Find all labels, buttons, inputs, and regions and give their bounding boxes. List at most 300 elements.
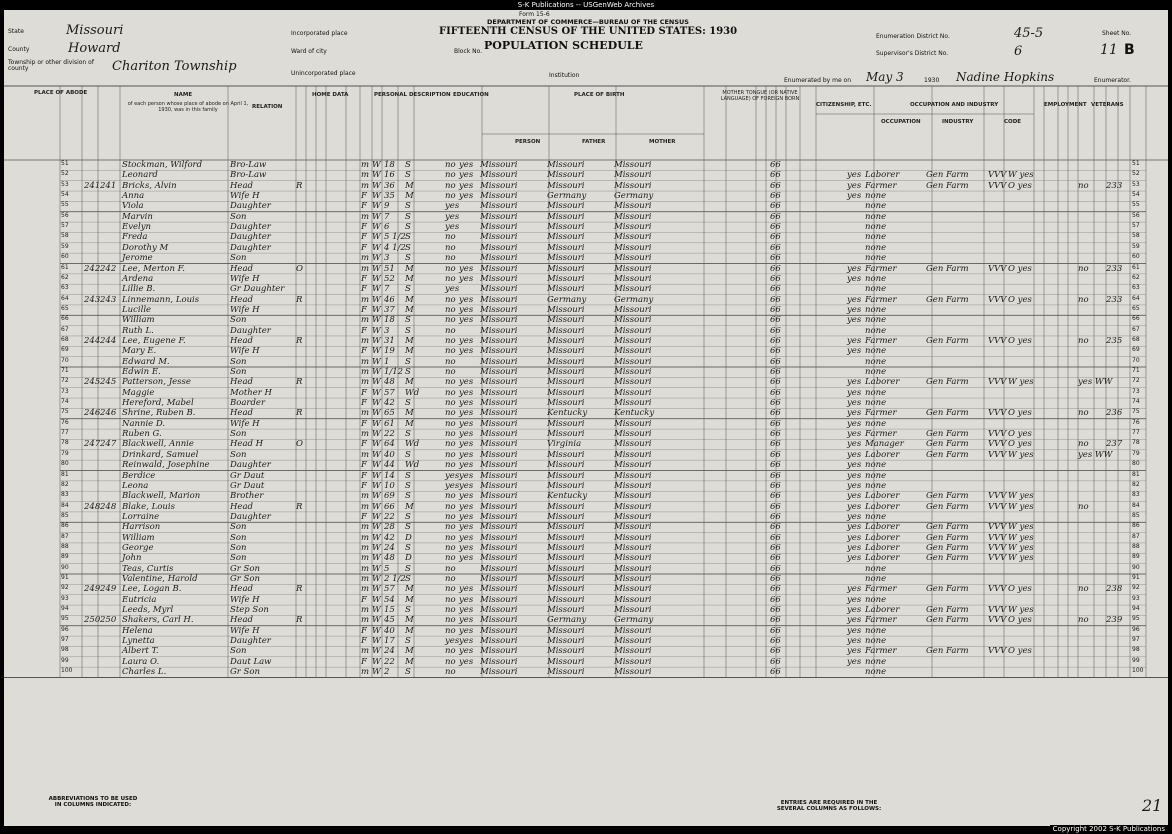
person-name: Mary E. [122,346,157,357]
marital: M [405,335,414,346]
occupation: Farmer [865,263,897,274]
birthplace: Missouri [480,273,518,284]
line-number-right: 77 [1132,429,1140,437]
occ-code [988,160,1008,170]
census-row [60,181,1146,191]
veteran [1078,398,1104,408]
relation: Son [230,315,247,326]
birth-code: 66 [770,294,781,305]
mother-birthplace: Missouri [614,480,652,491]
sex: F [361,304,367,315]
school: no [445,449,456,460]
home-owned [296,450,306,460]
relation: Mother H [230,387,272,398]
family: 242 [100,263,117,274]
farm-schedule: 233 [1106,263,1123,274]
farm-schedule [1106,460,1124,470]
race: W [372,584,381,595]
archive-banner: S-K Publications -- USGenWeb Archives [0,0,1172,10]
occupation: Laborer [865,170,900,181]
industry [926,398,984,408]
line-number: 97 [61,636,69,644]
veteran [1078,284,1104,294]
sex: F [361,284,367,295]
occupation: none [865,387,887,398]
occupation: none [865,325,887,336]
occ-code [988,636,1008,646]
age: 3 [384,253,390,264]
relation: Head [230,615,253,626]
industry [926,212,984,222]
age: 42 [384,532,395,543]
veteran: no [1078,335,1089,346]
occupation: none [865,315,887,326]
speaks-english: yes [847,335,862,346]
speaks-english: yes [847,418,862,429]
farm-schedule [1106,636,1124,646]
marital: S [405,522,411,533]
read-write: yes [459,377,474,388]
class-worker: W yes [1008,542,1034,553]
mother-birthplace: Missouri [614,284,652,295]
veteran [1078,626,1104,636]
mother-birthplace: Missouri [614,304,652,315]
speaks-english [847,326,861,336]
veteran [1078,160,1104,170]
citizenship-header: CITIZENSHIP, ETC. [816,102,872,108]
age: 6 [384,222,390,233]
marital: M [405,408,414,419]
family [100,574,118,584]
family [100,253,118,263]
home-owned [296,460,306,470]
census-row [60,481,1146,491]
census-row [60,439,1146,449]
father-birthplace: Kentucky [547,491,588,502]
relation: Daughter [230,201,271,212]
line-number: 98 [61,646,69,654]
sex: F [361,594,367,605]
line-number: 55 [61,201,69,209]
occ-code: VVV [988,532,1007,543]
read-write: yes [459,470,474,481]
birth-code: 66 [770,615,781,626]
home-owned [296,388,306,398]
class-worker [1008,315,1032,325]
industry [926,667,984,677]
school: no [445,553,456,564]
person-name: Lee, Logan B. [122,584,182,595]
relation: Wife H [230,346,260,357]
occ-code [988,367,1008,377]
mother-birthplace: Missouri [614,563,652,574]
industry [926,326,984,336]
farm-schedule [1106,305,1124,315]
occupation: none [865,211,887,222]
family [100,160,118,170]
read-write: yes [459,501,474,512]
person-name: Lee, Eugene F. [122,335,186,346]
person-name: Berdice [122,470,156,481]
race: W [372,191,381,202]
read-write: yes [459,625,474,636]
school: yes [445,201,460,212]
farm-schedule [1106,522,1124,532]
occupation [865,160,921,170]
industry: Gen Farm [926,170,969,181]
mother-birthplace: Missouri [614,594,652,605]
home-owned [296,243,306,253]
occupation: none [865,480,887,491]
sex: m [361,646,370,657]
school: no [445,605,456,616]
read-write [459,367,473,377]
sheet-letter: B [1124,42,1135,58]
department-title: DEPARTMENT OF COMMERCE—BUREAU OF THE CENSUS [487,18,689,26]
speaks-english: yes [847,408,862,419]
veteran [1078,512,1104,522]
line-number: 88 [61,542,69,550]
line-number-right: 83 [1132,491,1140,499]
industry [926,419,984,429]
age: 45 [384,615,395,626]
ward-label: Ward of city [291,48,327,55]
father-birthplace: Missouri [547,480,585,491]
family [100,657,118,667]
dwelling: 243 [84,294,101,305]
birthplace: Missouri [480,408,518,419]
farm-schedule [1106,232,1124,242]
birth-code: 66 [770,304,781,315]
birth-code: 66 [770,439,781,450]
supervisor-label: Supervisor's District No. [876,50,949,57]
veteran [1078,243,1104,253]
farm-schedule [1106,605,1124,615]
speaks-english: yes [847,346,862,357]
occupation: none [865,460,887,471]
home-owned [296,398,306,408]
person-name: Ruth L. [122,325,154,336]
relation: Wife H [230,273,260,284]
family [100,305,118,315]
home-owned [296,315,306,325]
occupation: Manager [865,439,904,450]
industry [926,388,984,398]
veteran [1078,543,1104,553]
veteran: yes WW [1078,377,1113,388]
sex: m [361,542,370,553]
occ-code: VVV [988,542,1007,553]
birth-father-header: FATHER [582,139,606,145]
enumerator-label: Enumerator. [1094,77,1131,84]
person-name: Blackwell, Annie [122,439,194,450]
speaks-english: yes [847,636,862,647]
family [100,491,118,501]
family: 248 [100,501,117,512]
veteran [1078,646,1104,656]
age: 40 [384,625,395,636]
age: 61 [384,418,395,429]
occ-code: VVV [988,429,1007,440]
census-row [60,429,1146,439]
birth-code: 66 [770,284,781,295]
veteran [1078,326,1104,336]
father-birthplace: Missouri [547,211,585,222]
sex: F [361,439,367,450]
farm-schedule [1106,326,1124,336]
birthplace: Missouri [480,667,518,678]
relation: Son [230,553,247,564]
father-birthplace: Missouri [547,418,585,429]
occ-code: VVV [988,377,1007,388]
family [100,212,118,222]
age: 66 [384,501,395,512]
family [100,315,118,325]
class-worker [1008,626,1032,636]
farm-schedule [1106,388,1124,398]
school: no [445,594,456,605]
census-sheet [4,6,1168,826]
class-worker [1008,398,1032,408]
industry [926,315,984,325]
occupation: Laborer [865,605,900,616]
mother-birthplace: Missouri [614,346,652,357]
marital: S [405,667,411,678]
line-number: 68 [61,335,69,343]
census-row [60,377,1146,387]
school: yes [445,636,460,647]
line-number: 94 [61,605,69,613]
birth-code: 66 [770,460,781,471]
line-number: 72 [61,377,69,385]
father-birthplace: Missouri [547,470,585,481]
school: yes [445,211,460,222]
line-number-right: 82 [1132,480,1140,488]
relation: Head [230,180,253,191]
line-number: 64 [61,294,69,302]
code-header: CODE [1004,119,1022,125]
occupation: none [865,201,887,212]
relation: Son [230,367,247,377]
class-worker [1008,367,1032,377]
family [100,481,118,491]
line-number: 85 [61,511,69,519]
mother-birthplace: Missouri [614,532,652,543]
line-number-right: 60 [1132,253,1140,261]
birth-mother-header: MOTHER [649,139,676,145]
marital: S [405,542,411,553]
line-number-right: 91 [1132,574,1140,581]
occ-code: VVV [988,522,1007,533]
school: no [445,408,456,419]
race: W [372,656,381,667]
sex: m [361,584,370,595]
speaks-english: yes [847,532,862,543]
sex: m [361,501,370,512]
occ-code [988,253,1008,263]
farm-schedule [1106,201,1124,211]
home-owned [296,543,306,553]
speaks-english: yes [847,460,862,471]
census-row [60,274,1146,284]
relation: Wife H [230,418,260,429]
census-row [60,160,1146,170]
sex: m [361,522,370,533]
father-birthplace: Missouri [547,263,585,274]
veteran [1078,595,1104,605]
census-row [60,315,1146,325]
person-name: Valentine, Harold [122,574,198,584]
dwelling: 250 [84,615,101,626]
race: W [372,367,381,377]
father-birthplace: Missouri [547,367,585,377]
line-number: 71 [61,367,69,374]
person-name: Lucille [122,304,152,315]
school: no [445,160,456,170]
read-write: yes [459,594,474,605]
race: W [372,605,381,616]
father-birthplace: Germany [547,294,587,305]
farm-schedule [1106,377,1124,387]
census-row [60,222,1146,232]
age: 10 [384,480,395,491]
marital: S [405,170,411,181]
occ-code [988,222,1008,232]
home-owned [296,636,306,646]
farm-schedule [1106,481,1124,491]
marital: M [405,377,414,388]
mother-birthplace: Missouri [614,232,652,243]
race: W [372,522,381,533]
line-number-right: 74 [1132,398,1140,406]
school: yes [445,222,460,233]
sex: m [361,263,370,274]
occupation: Farmer [865,408,897,419]
read-write: yes [459,346,474,357]
occ-code [988,460,1008,470]
veteran [1078,367,1104,377]
sex: m [361,335,370,346]
person-name: Maggie [122,387,155,398]
census-row [60,626,1146,636]
birth-code: 66 [770,273,781,284]
birthplace: Missouri [480,335,518,346]
father-birthplace: Missouri [547,201,585,212]
race: W [372,449,381,460]
marital: S [405,315,411,326]
school: no [445,335,456,346]
township-label: Township or other division of county [8,59,94,72]
line-number-right: 98 [1132,646,1140,654]
school: no [445,242,456,253]
race: W [372,273,381,284]
mother-birthplace: Missouri [614,377,652,388]
line-number-right: 79 [1132,449,1140,457]
home-owned [296,533,306,543]
county-value: Howard [68,41,121,56]
mother-birthplace: Missouri [614,460,652,471]
birth-code: 66 [770,211,781,222]
school: no [445,232,456,243]
speaks-english [847,232,861,242]
marital: Wd [405,387,420,398]
industry: Gen Farm [926,408,969,419]
mother-birthplace: Missouri [614,242,652,253]
father-birthplace: Missouri [547,284,585,295]
birthplace: Missouri [480,615,518,626]
person-name: Shakers, Carl H. [122,615,194,626]
school: no [445,387,456,398]
birthplace: Missouri [480,542,518,553]
home-owned [296,605,306,615]
relation: Wife H [230,304,260,315]
father-birthplace: Germany [547,615,587,626]
occupation: none [865,574,887,584]
farm-schedule [1106,253,1124,263]
relation: Bro-Law [230,160,267,170]
birthplace: Missouri [480,636,518,647]
birth-code: 66 [770,646,781,657]
mother-birthplace: Missouri [614,656,652,667]
age: 37 [384,304,395,315]
school: no [445,656,456,667]
relation: Daughter [230,222,271,233]
marital: M [405,304,414,315]
birth-code: 66 [770,263,781,274]
farm-schedule [1106,564,1124,574]
school: no [445,625,456,636]
census-row [60,522,1146,532]
occupation: none [865,284,887,295]
relation: Daughter [230,460,271,471]
line-number: 92 [61,584,69,592]
relation: Wife H [230,594,260,605]
race: W [372,439,381,450]
veteran: yes WW [1078,449,1113,460]
line-number-right: 51 [1132,160,1140,167]
school: no [445,532,456,543]
sex: m [361,615,370,626]
father-birthplace: Missouri [547,532,585,543]
occ-code [988,595,1008,605]
census-row [60,615,1146,625]
census-row [60,232,1146,242]
sex: F [361,398,367,409]
industry: Gen Farm [926,522,969,533]
birth-code: 66 [770,553,781,564]
home-owned [296,512,306,522]
veteran [1078,460,1104,470]
line-number: 63 [61,284,69,292]
marital: S [405,605,411,616]
farm-schedule [1106,595,1124,605]
marital: M [405,501,414,512]
township-value: Chariton Township [112,59,237,74]
person-name: Freda [122,232,148,243]
census-row [60,450,1146,460]
speaks-english [847,160,861,170]
read-write: yes [459,615,474,626]
relation: Head [230,294,253,305]
family [100,533,118,543]
line-number: 61 [61,263,69,271]
industry [926,657,984,667]
marital: M [405,273,414,284]
birthplace: Missouri [480,242,518,253]
farm-schedule [1106,315,1124,325]
state-value: Missouri [66,23,124,38]
line-number-right: 58 [1132,232,1140,240]
